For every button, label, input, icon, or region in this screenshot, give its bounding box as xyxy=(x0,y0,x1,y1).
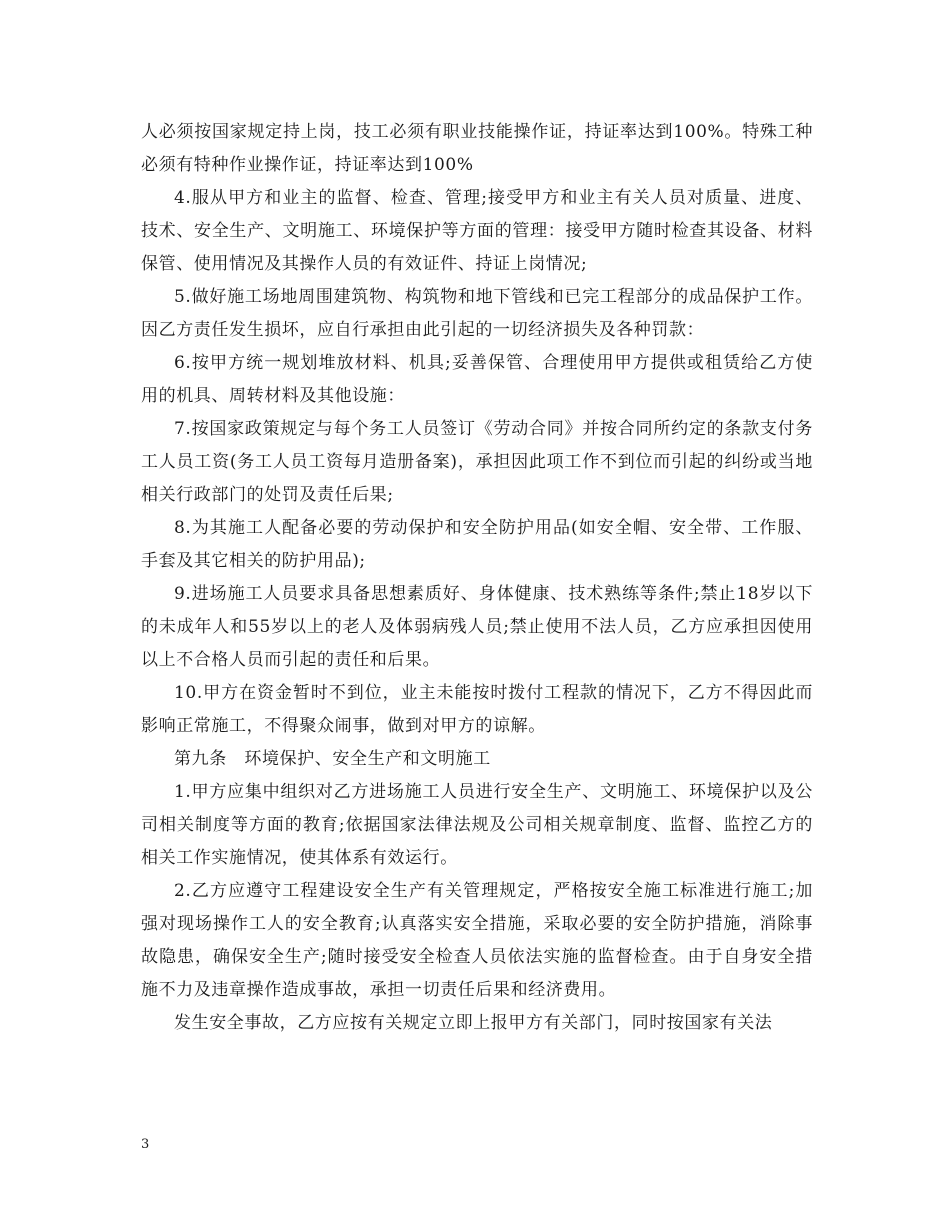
paragraph-2: 4.服从甲方和业主的监督、检查、管理;接受甲方和业主有关人员对质量、进度、技术、安全生产、文明施工、环境保护等方面的管理：接受甲方随时检查其设备、材料保管、使用情况及其操作人员的有效证件、持证上岗情况; xyxy=(141,188,813,274)
paragraph-6: 8.为其施工人配备必要的劳动保护和安全防护用品(如安全帽、安全带、工作服、手套及其它相关的防护用品); xyxy=(141,518,813,571)
paragraph-8: 10.甲方在资金暂时不到位，业主未能按时拨付工程款的情况下，乙方不得因此而影响正常施工，不得聚众闹事，做到对甲方的谅解。 xyxy=(141,683,813,736)
paragraph-10: 1.甲方应集中组织对乙方进场施工人员进行安全生产、文明施工、环境保护以及公司相关制度等方面的教育;依据国家法律法规及公司相关规章制度、监督、监控乙方的相关工作实施情况，使其体系有效运行。 xyxy=(141,782,813,868)
paragraph-11: 2.乙方应遵守工程建设安全生产有关管理规定，严格按安全施工标准进行施工;加强对现场操作工人的安全教育;认真落实安全措施，采取必要的安全防护措施，消除事故隐患，确保安全生产;随时接受安全检查人员依法实施的监督检查。由于自身安全措施不力及违章操作造成事故，承担一切责任后果和经济费用。 xyxy=(141,881,813,1000)
paragraph-3: 5.做好施工场地周围建筑物、构筑物和地下管线和已完工程部分的成品保护工作。因乙方责任发生损坏，应自行承担由此引起的一切经济损失及各种罚款： xyxy=(141,287,813,340)
paragraph-12: 发生安全事故，乙方应按有关规定立即上报甲方有关部门，同时按国家有关法 xyxy=(174,1013,773,1033)
paragraph-7: 9.进场施工人员要求具备思想素质好、身体健康、技术熟练等条件;禁止18岁以下的未成年人和55岁以上的老人及体弱病残人员;禁止使用不法人员，乙方应承担因使用以上不合格人员而引起的责任和后果。 xyxy=(141,584,813,670)
document-body xyxy=(141,116,813,1040)
paragraph-5: 7.按国家政策规定与每个务工人员签订《劳动合同》并按合同所约定的条款支付务工人员工资(务工人员工资每月造册备案)，承担因此项工作不到位而引起的纠纷或当地相关行政部门的处罚及责任后果; xyxy=(141,419,813,505)
section-heading-article-9: 第九条 环境保护、安全生产和文明施工 xyxy=(174,749,491,769)
paragraph-4: 6.按甲方统一规划堆放材料、机具;妥善保管、合理使用甲方提供或租赁给乙方使用的机具、周转材料及其他设施： xyxy=(141,353,813,406)
paragraph-1: 人必须按国家规定持上岗，技工必须有职业技能操作证，持证率达到100%。特殊工种必须有特种作业操作证，持证率达到100% xyxy=(141,122,813,175)
page-number: 3 xyxy=(141,1137,150,1152)
